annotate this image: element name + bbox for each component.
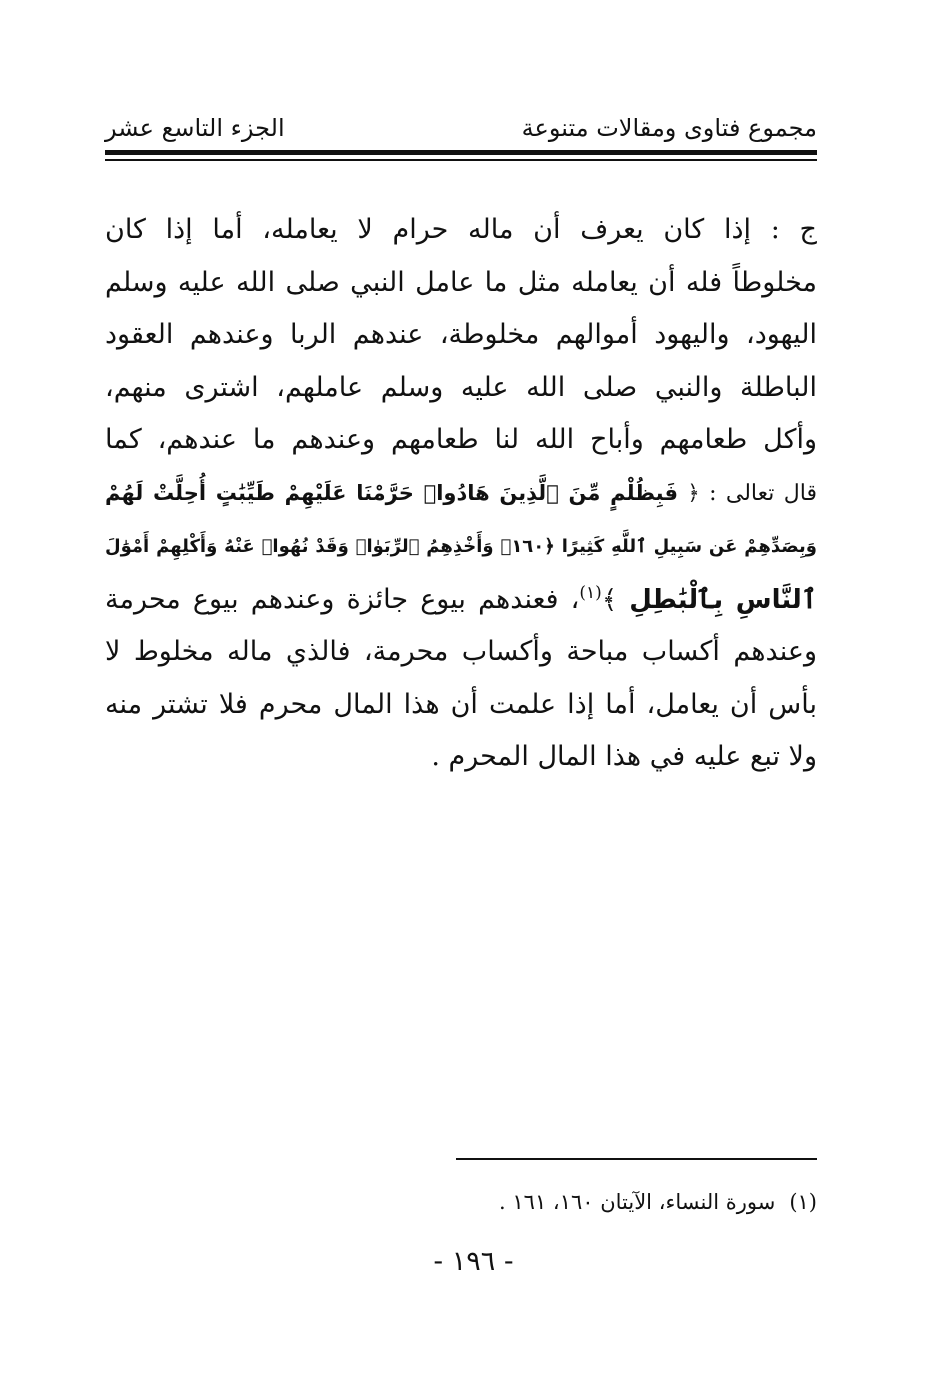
body-line-5: وأكل طعامهم وأباح الله لنا طعامهم وعندهم ما عندهم، كما <box>105 424 817 455</box>
body-line-11: ولا تبع عليه في هذا المال المحرم . <box>431 741 817 772</box>
body-line-4: الباطلة والنبي صلى الله عليه وسلم عاملهم، اشترى منهم، <box>105 371 817 403</box>
header-rule-thick <box>105 150 817 155</box>
body-line-8-text: ، فعندهم بيوع جائزة وعندهم بيوع محرمة <box>105 583 580 615</box>
quran-verse-part-1: فَبِظُلْمٍ مِّنَ ٱلَّذِينَ هَادُوا۟ حَرَّمْنَا عَلَيْهِمْ طَيِّبَٰتٍ أُحِلَّتْ لَهُمْ <box>105 480 678 505</box>
footnote-separator <box>456 1158 817 1160</box>
footnote-text: سورة النساء، الآيتان ١٦٠، ١٦١ . <box>499 1190 776 1214</box>
footnote <box>105 1190 817 1214</box>
quran-close-bracket: ﴾ <box>601 584 618 615</box>
body-line-9: وعندهم أكساب مباحة وأكساب محرمة، فالذي ماله مخلوط لا <box>105 636 817 667</box>
body-line-8 <box>105 574 817 627</box>
footnote-marker: (١) <box>789 1190 817 1214</box>
body-line-6 <box>105 467 817 521</box>
header-rule-thin <box>105 159 817 161</box>
quran-verse-part-2: وَبِصَدِّهِمْ عَن سَبِيلِ ٱللَّهِ كَثِيرًا ﴿١٦٠﴾ وَأَخْذِهِمُ ٱلرِّبَوٰا۟ وَقَدْ نُهُوا۟ عَنْهُ وَأَكْلِهِمْ أَمْوَٰلَ <box>105 536 817 557</box>
body-line-10: بأس أن يعامل، أما إذا علمت أن هذا المال محرم فلا تشتر منه <box>105 688 817 720</box>
fatwa-answer <box>105 204 817 784</box>
running-header <box>105 112 817 146</box>
body-line-2: مخلوطاً فله أن يعامله مثل ما عامل النبي صلى الله عليه وسلم <box>105 266 817 298</box>
body-line-3: اليهود، واليهود أموالهم مخلوطة، عندهم الربا وعندهم العقود <box>105 319 817 350</box>
body-line-7 <box>105 520 817 574</box>
quran-open-bracket: ﴿ <box>687 480 700 505</box>
verse-intro: قال تعالى : <box>709 480 817 506</box>
quran-verse-part-3: ٱلنَّاسِ بِٱلْبَٰطِلِ <box>629 584 817 615</box>
volume-label: الجزء التاسع عشر <box>105 114 285 142</box>
footnote-reference: (١) <box>579 582 602 603</box>
page-number: - ١٩٦ - <box>433 1246 514 1277</box>
body-line-1: ج : إذا كان يعرف أن ماله حرام لا يعامله، أما إذا كان <box>105 214 817 245</box>
book-title: مجموع فتاوى ومقالات متنوعة <box>521 114 817 142</box>
